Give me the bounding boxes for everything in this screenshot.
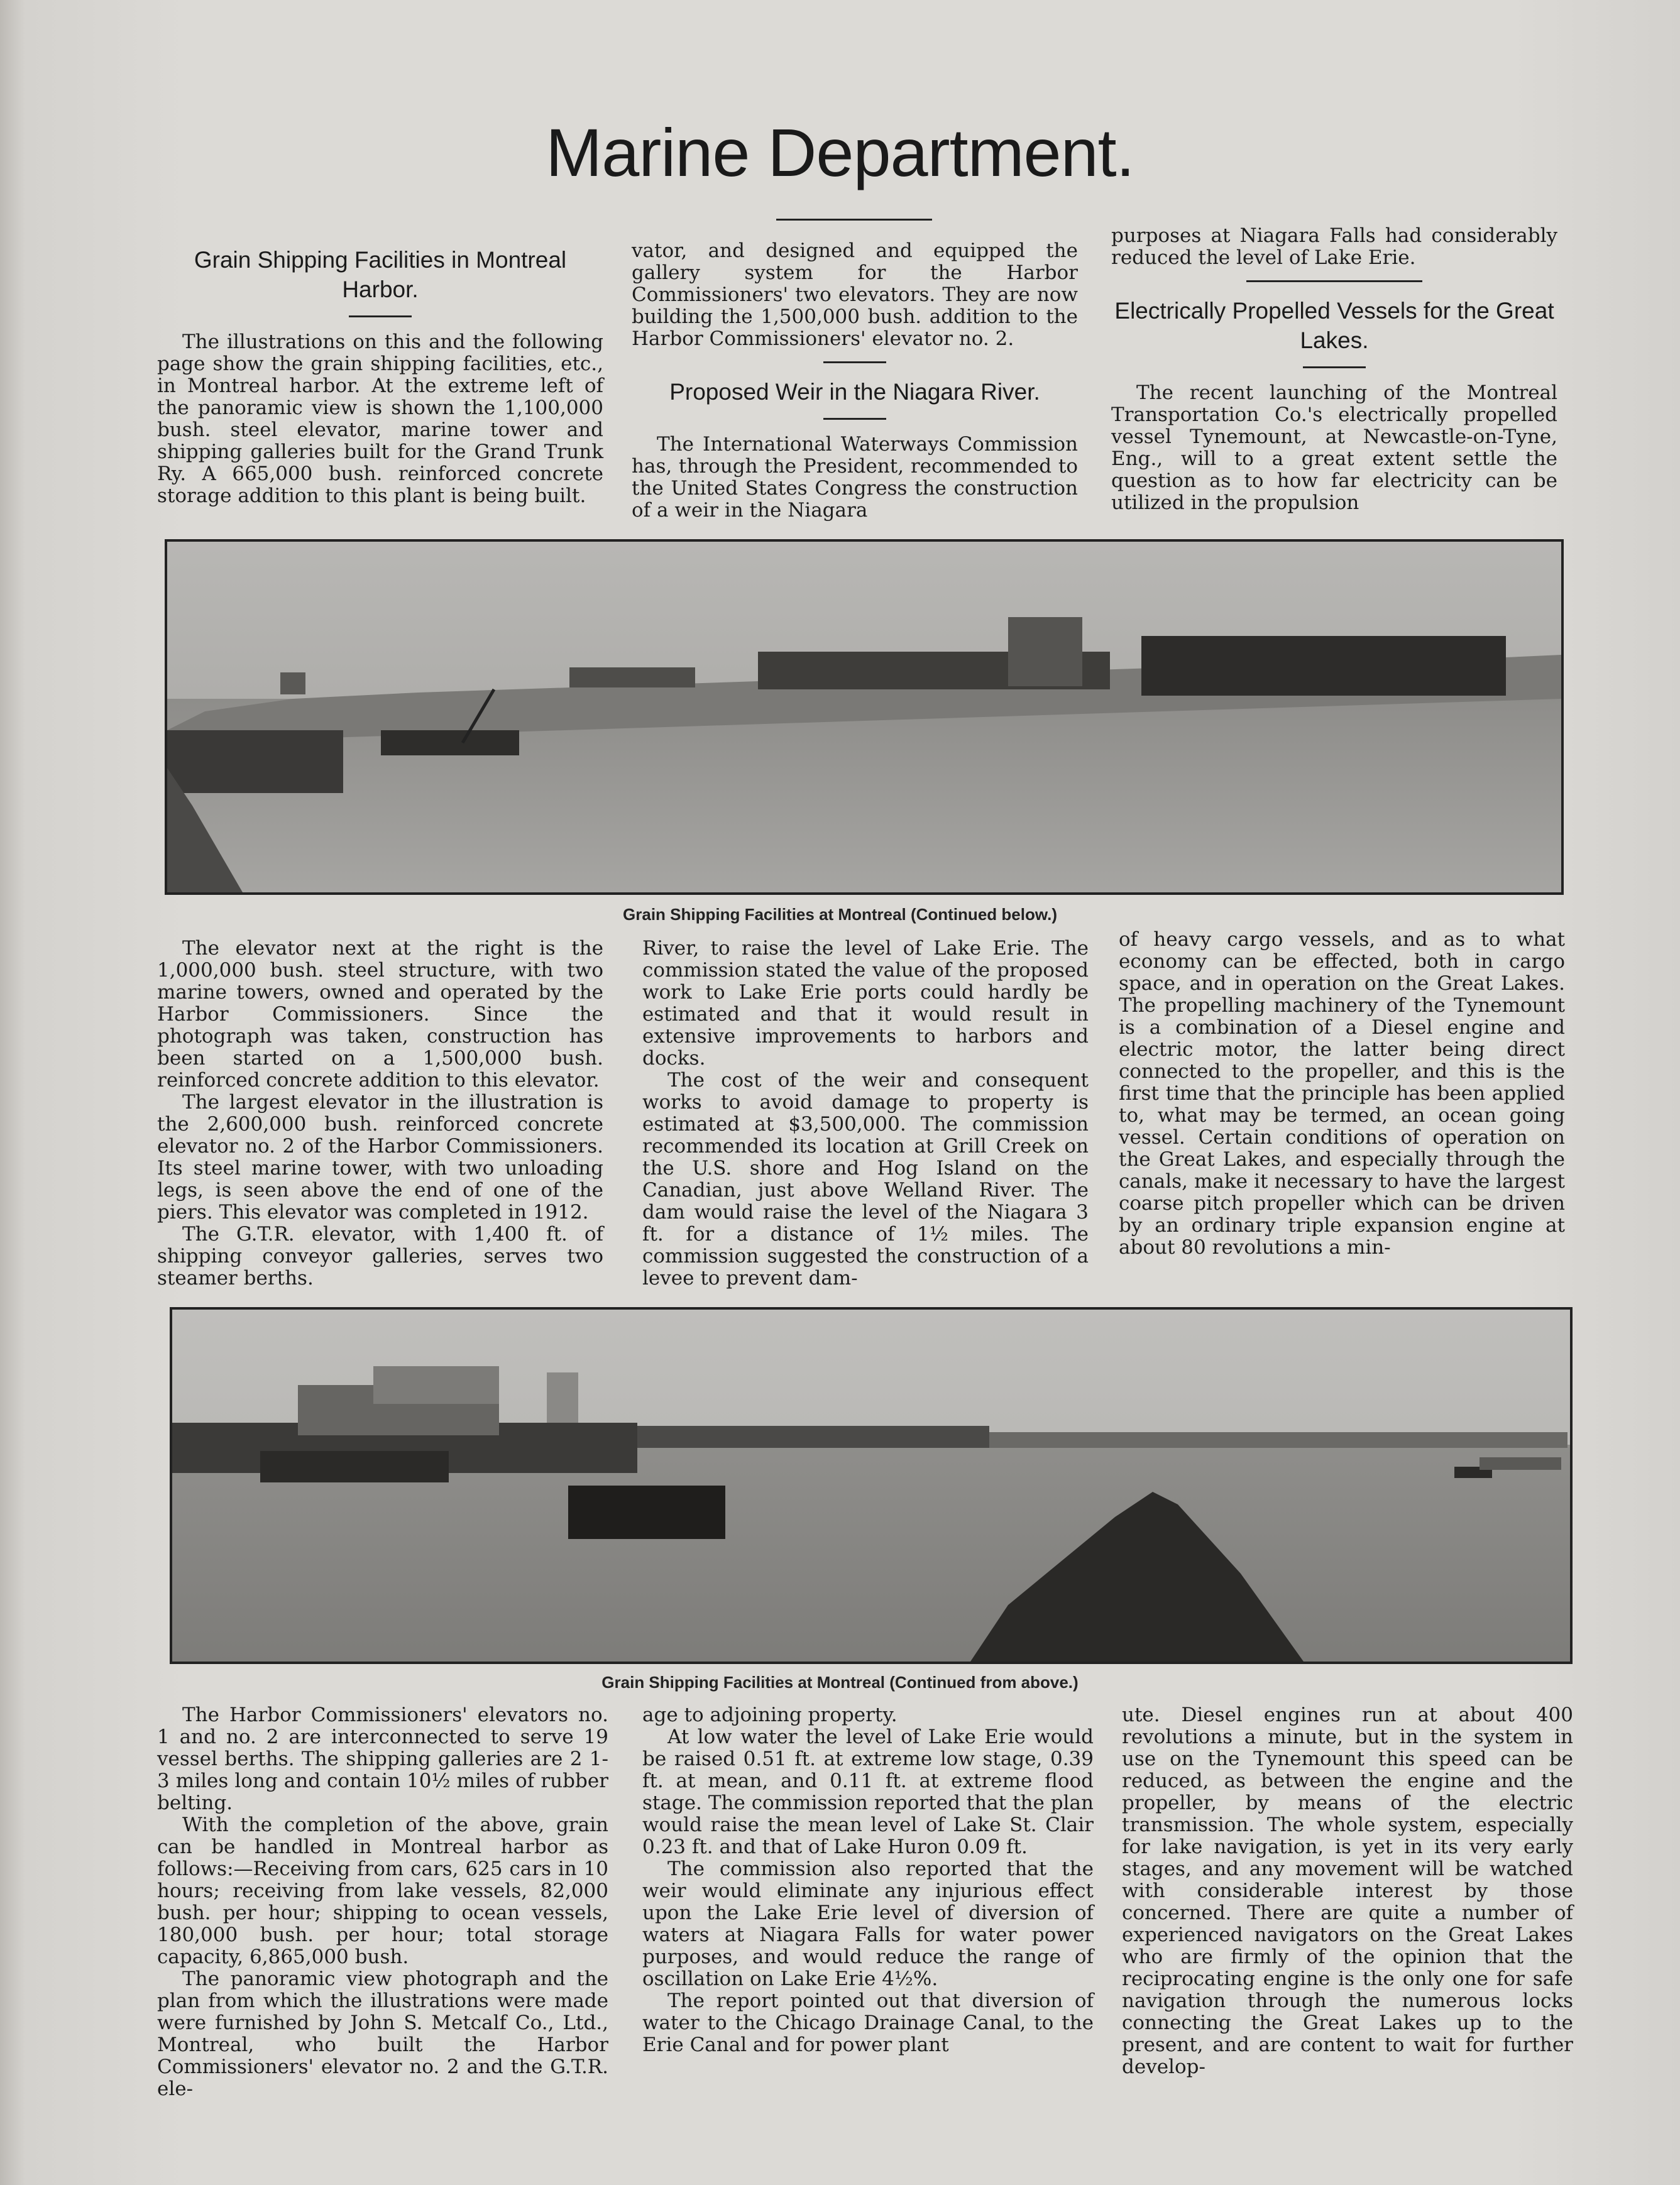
panorama-photo-top [165,539,1564,895]
harbor-panorama-image [167,542,1561,892]
middle-column-top [632,240,1078,522]
grain-paragraph-1: The illustrations on this and the following page show the grain shipping facilities, etc., in Montreal harbor. At the extreme left of the panoramic view is shown the 1,100,000 bush. steel elevator, marine tower and shipping galleries built for the Grand Trunk Ry. A 665,000 bush. reinforced concrete storage addition to this plant is being built. [157,331,603,507]
weir-paragraph-5: At low water the level of Lake Erie would be raised 0.51 ft. at extreme low stage, 0.39 ft. at mean, and 0.11 ft. at extreme flood stage. The commission reported that the plan would raise the mean level of Lake St. Clair 0.23 ft. and that of Lake Huron 0.09 ft. [642,1726,1094,1858]
grain-paragraph-2: The elevator next at the right is the 1,000,000 bush. steel structure, with two marine towers, owned and operated by the Harbor Commissioners. Since the photograph was taken, construction has been started on a 1,500,000 bush. reinforced concrete addition to this elevator. [157,937,603,1092]
grain-paragraph-3: The largest elevator in the illustration is the 2,600,000 bush. reinforced concrete elevator no. 2 of the Harbor Commissioners. Its steel marine tower, with two unloading legs, is seen above the end of one of the piers. This elevator was completed in 1912. [157,1091,603,1224]
weir-article-column-3 [642,1704,1094,2056]
heading-rule [349,315,412,317]
grain-heading: Grain Shipping Facilities in Montreal Harbor. [194,247,567,302]
grain-paragraph-6: With the completion of the above, grain can be handled in Montreal harbor as follows:—Receiving from cars, 625 cars in 10 hours; receiving from lake vessels, 82,000 bush. per hour; shipping to ocean vessels, 180,000 bush. per hour; total storage capacity, 6,865,000 bush. [157,1814,608,1968]
weir-paragraph-4: age to adjoining property. [642,1704,898,1726]
vessels-paragraph-2: of heavy cargo vessels, and as to what economy can be effected, both in cargo space, and in operation on the Great Lakes. The propelling machinery of the Tynemount is a combination of a Diesel engine and electric motor, the latter being direct connected to the propeller, and this is the first time that the principle has been applied to, what may be termed, an ocean going vessel. Certain conditions of operation on the Great Lakes, and especially through the canals, make it necessary to have the largest coarse pitch propeller which can be driven by an ordinary triple expansion engine at about 80 revolutions a min- [1119,928,1565,1259]
panorama-photo-bottom [170,1307,1573,1664]
heading-rule [823,418,886,420]
grain-paragraph-5: The Harbor Commissioners' elevators no. 1 and no. 2 are interconnected to serve 19 vessel berths. The shipping galleries are 2 1-3 miles long and contain 10½ miles of rubber belting. [157,1704,608,1814]
grain-article-column-1 [157,245,603,507]
weir-paragraph-7: The report pointed out that diversion of water to the Chicago Drainage Canal, to the Erie Canal and for power plant [642,1990,1094,2056]
vessels-article-column-2 [1119,929,1565,1259]
caption-bottom: Grain Shipping Facilities at Montreal (Continued from above.) [601,1673,1079,1692]
vessels-article-column-3 [1122,1704,1573,2078]
weir-paragraph-2: River, to raise the level of Lake Erie. The commission stated the value of the proposed work to Lake Erie ports could hardly be estimated and that it would result in extensive improvements to harbors and docks. [642,937,1089,1070]
weir-article-column-2 [642,938,1089,1290]
section-rule [1246,280,1422,282]
grain-article-column-3 [157,1704,608,2100]
grain-paragraph-4: The G.T.R. elevator, with 1,400 ft. of shipping conveyor galleries, serves two steamer berths. [157,1223,603,1290]
vessels-paragraph-3: ute. Diesel engines run at about 400 revolutions a minute, but in the system in use on the Tynemount this speed can be reduced, as between the engine and the propeller, by means of the electric transmission. The whole system, especially for lake navigation, is yet in its very early stages, and any movement will be watched with considerable interest by those concerned. There are quite a number of experienced navigators on the Great Lakes who are firmly of the opinion that the reciprocating engine is the only one for safe navigation through the numerous locks connecting the Great Lakes up to the present, and are content to wait for further develop- [1122,1704,1573,2078]
heading-rule [1303,366,1366,368]
grain-paragraph-7: The panoramic view photograph and the plan from which the illustrations were made were furnished by John S. Metcalf Co., Ltd., Montreal, who built the Harbor Commissioners' elevator no. 2 and the G.T.R. ele- [157,1968,608,2100]
weir-paragraph-6: The commission also reported that the weir would eliminate any injurious effect upon the Lake Erie level of diversion of waters at Niagara Falls for water power purposes, and would reduce the range of oscillation on Lake Erie 4½%. [642,1858,1094,1990]
page-title: Marine Department. [546,114,1134,190]
grain-article-column-2 [157,938,603,1290]
weir-paragraph-3: The cost of the weir and consequent works to avoid damage to property is estimated at $3,500,000. The commission recommended its location at Grill Creek on the U.S. shore and Hog Island on the Canadian, just above Welland River. The dam would raise the level of the Niagara 3 ft. for a distance of 1½ miles. The commission suggested the construction of a levee to prevent dam- [642,1069,1089,1290]
weir-paragraph-8: purposes at Niagara Falls had considerably reduced the level of Lake Erie. [1111,224,1557,269]
vessels-paragraph-1: The recent launching of the Montreal Transportation Co.'s electrically propelled vessel Tynemount, at Newcastle-on-Tyne, Eng., will to a great extent settle the question as to how far electricity can be utilized in the propulsion [1111,381,1557,514]
right-column-top [1111,225,1557,514]
caption-top: Grain Shipping Facilities at Montreal (Continued below.) [623,905,1057,924]
grain-paragraph-8: vator, and designed and equipped the gallery system for the Harbor Commissioners' two elevators. They are now building the 1,500,000 bush. addition to the Harbor Commissioners' elevator no. 2. [632,239,1078,350]
section-rule [823,361,886,363]
vessels-heading: Electrically Propelled Vessels for the Great Lakes. [1114,298,1554,353]
title-rule [776,219,932,221]
weir-paragraph-1: The International Waterways Commission has, through the President, recommended to the United States Congress the construction of a weir in the Niagara [632,433,1078,522]
weir-heading: Proposed Weir in the Niagara River. [669,379,1040,405]
harbor-panorama-image-continued [172,1310,1570,1662]
